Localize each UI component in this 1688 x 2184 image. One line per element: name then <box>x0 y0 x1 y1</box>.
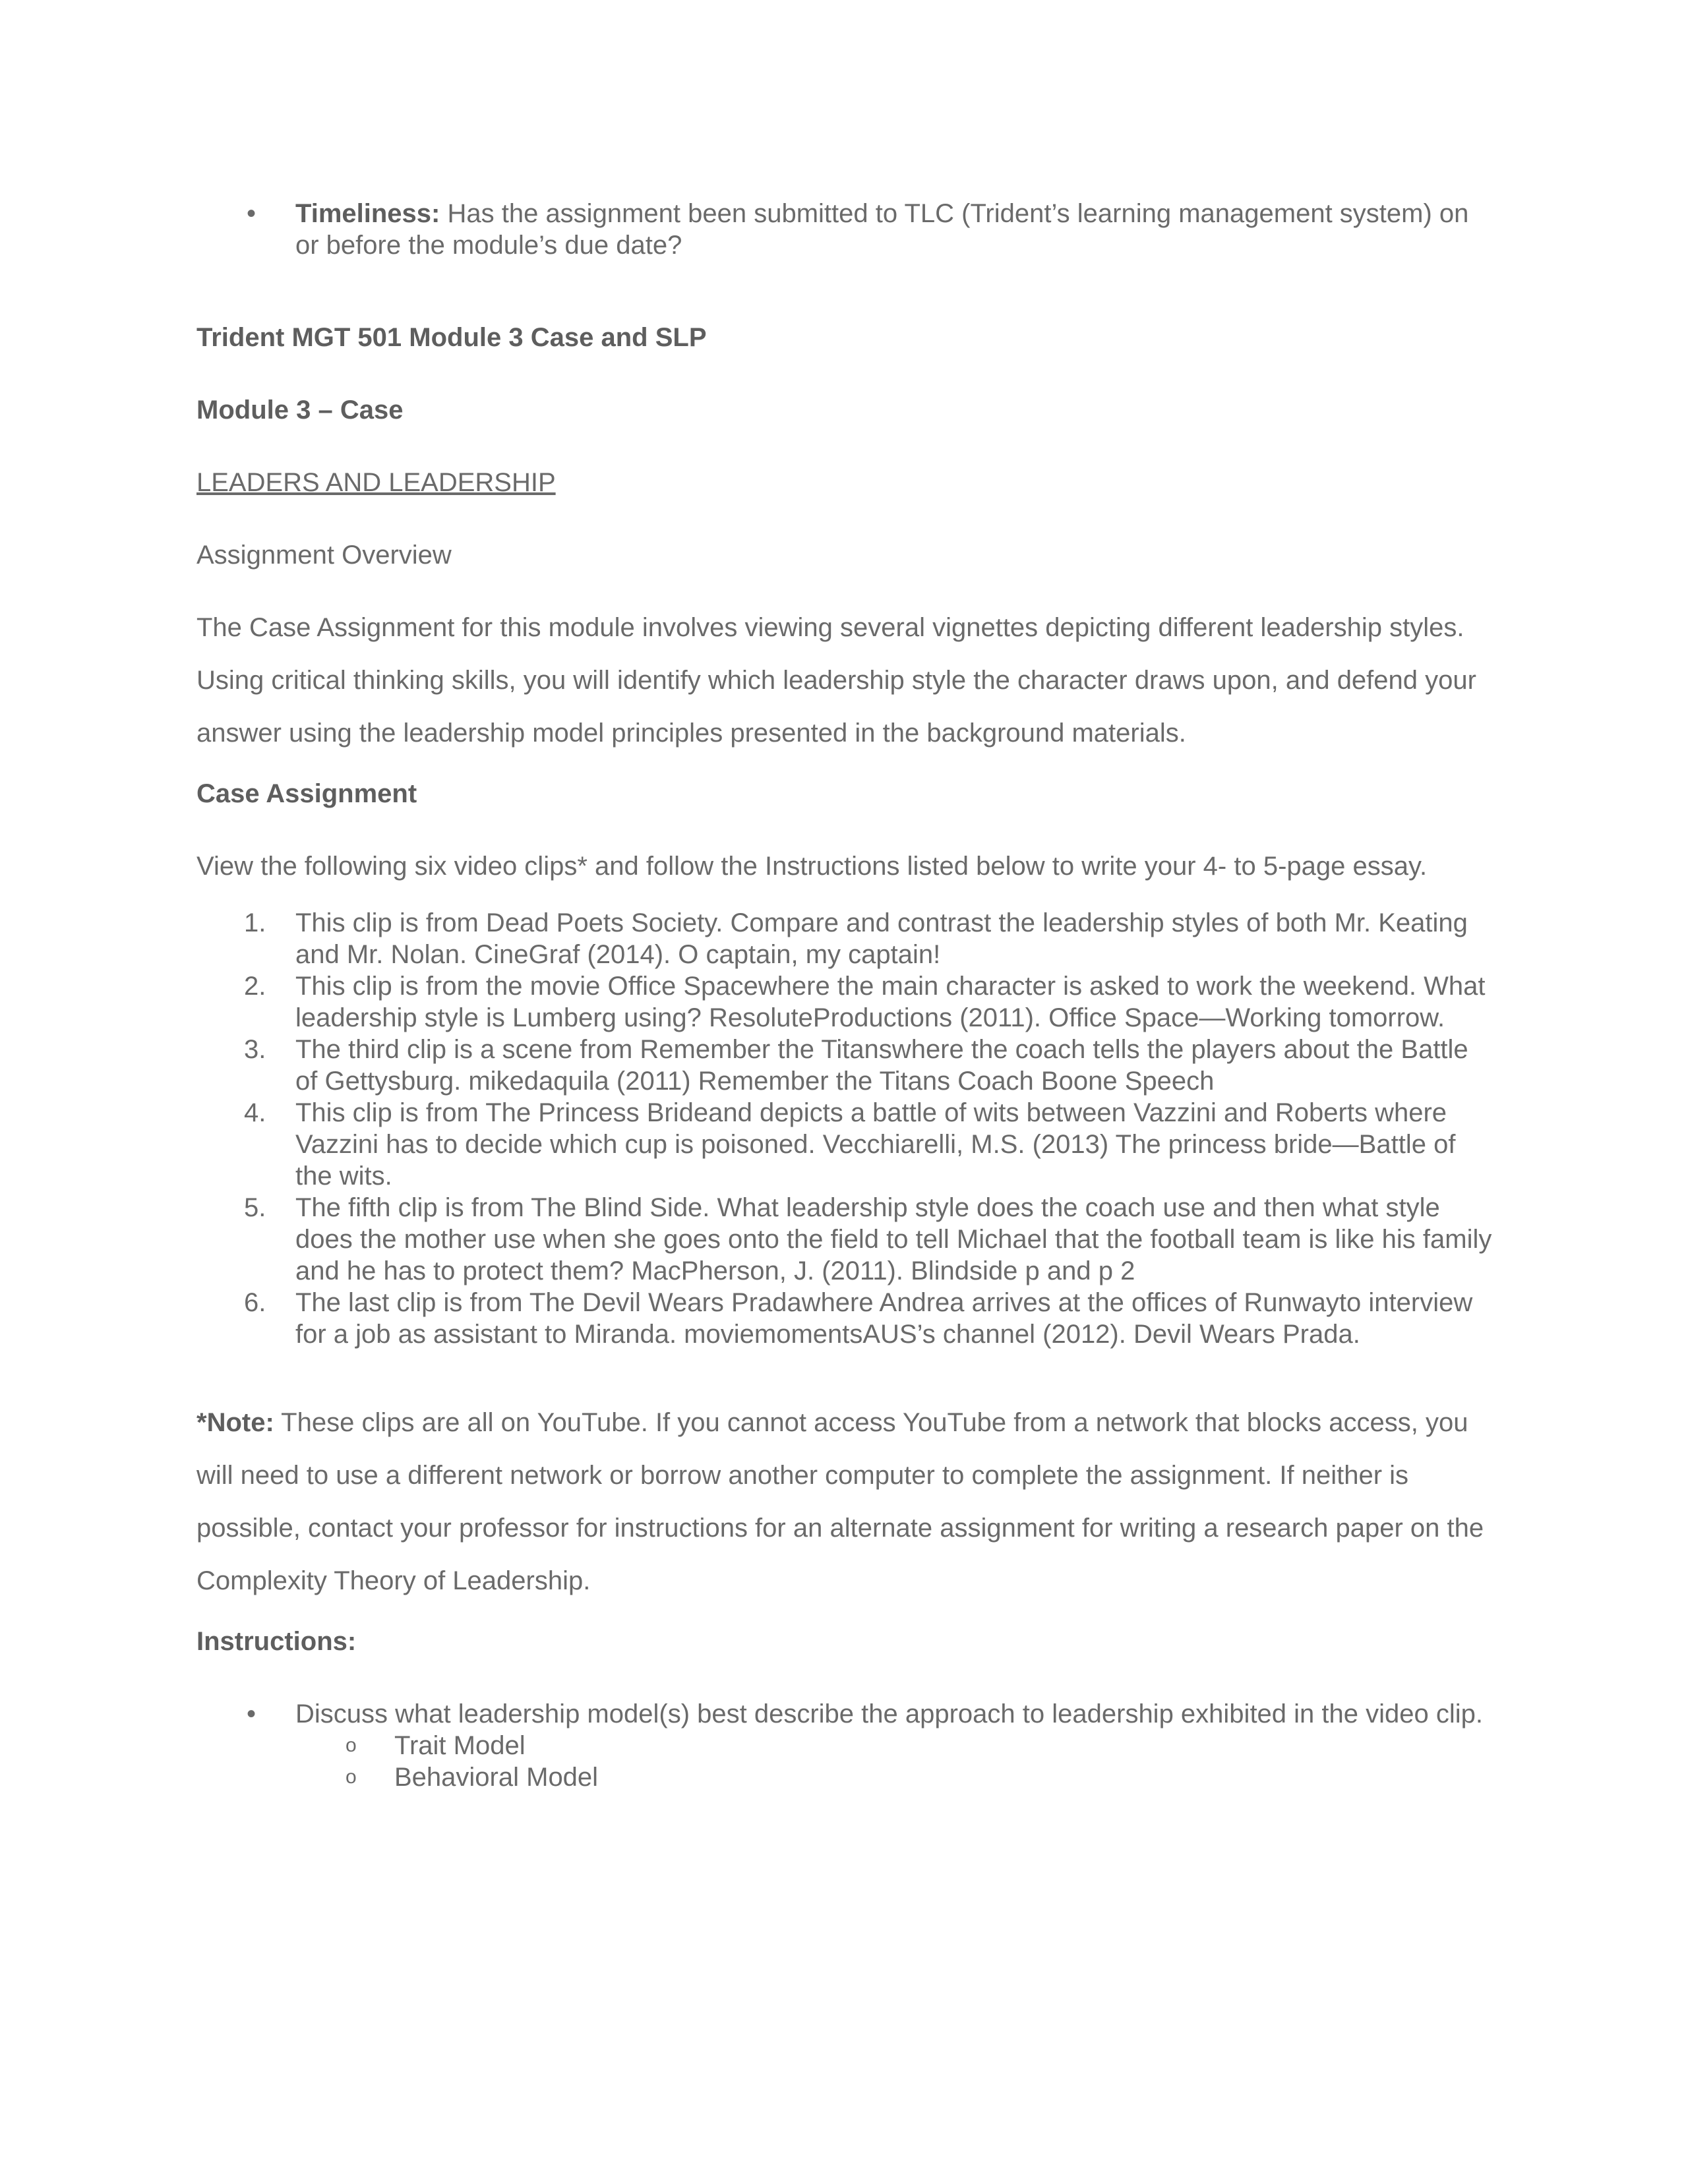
list-item-text: This clip is from the movie Office Spacewhere the main character is asked to work the weekend. What leadership style is Lumberg using? ResoluteProductions (2011). Office Space—Working tomorrow. <box>295 972 1486 1032</box>
timeliness-item <box>196 198 1495 261</box>
bullet-icon: • <box>247 1699 256 1728</box>
list-item-number: 6. <box>244 1288 266 1317</box>
list-item-text: The third clip is a scene from Remember the Titanswhere the coach tells the players about the Battle of Gettysburg. mikedaquila (2011) Remember the Titans Coach Boone Speech <box>295 1035 1468 1096</box>
list-item-number: 4. <box>244 1098 266 1127</box>
bullet-icon: • <box>247 199 256 228</box>
list-item <box>196 1097 1495 1192</box>
instructions-item <box>196 1698 1495 1793</box>
model-label: Behavioral Model <box>394 1763 599 1792</box>
list-item <box>295 1761 1495 1793</box>
overview-text: The Case Assignment for this module involves viewing several vignettes depicting different leadership styles. Using critical thinking skills, you will identify which leadership style the character draws upon, and defend your answer using the leadership model principles presented in the background materials. <box>196 613 1476 748</box>
case-heading: Case Assignment <box>196 779 417 808</box>
note-text: These clips are all on YouTube. If you cannot access YouTube from a network that blocks access, you will need to use a different network or borrow another computer to complete the assignment. If neither is possible, contact your professor for instructions for an alternate assignment for writing a research paper on the Complexity Theory of Leadership. <box>196 1408 1484 1595</box>
model-label: Trait Model <box>394 1731 526 1760</box>
list-item-number: 2. <box>244 972 266 1001</box>
timeliness-label: Timeliness: <box>295 199 440 228</box>
list-item <box>295 1730 1495 1761</box>
timeliness-text: Has the assignment been submitted to TLC (Trident’s learning management system) on or before the module’s due date? <box>295 199 1469 260</box>
module-heading: Module 3 – Case <box>196 396 404 425</box>
clips-list <box>196 907 1495 1350</box>
instructions-list <box>196 1698 1495 1793</box>
sub-bullet-icon: o <box>346 1734 357 1756</box>
instructions-heading: Instructions: <box>196 1627 357 1656</box>
list-item <box>196 1287 1495 1350</box>
list-item-number: 5. <box>244 1193 266 1222</box>
list-item-number: 1. <box>244 908 266 937</box>
list-item <box>196 970 1495 1034</box>
instructions-text: Discuss what leadership model(s) best describe the approach to leadership exhibited in the video clip. <box>295 1699 1483 1728</box>
sub-bullet-icon: o <box>346 1766 357 1788</box>
note-paragraph <box>196 1396 1495 1607</box>
models-list <box>295 1730 1495 1793</box>
case-intro: View the following six video clips* and follow the Instructions listed below to write your 4- to 5-page essay. <box>196 852 1428 881</box>
list-item-text: This clip is from The Princess Brideand depicts a battle of wits between Vazzini and Roberts where Vazzini has to decide which cup is poisoned. Vecchiarelli, M.S. (2013) The princess bride—Battle of the wits. <box>295 1098 1456 1191</box>
overview-label: Assignment Overview <box>196 541 452 570</box>
list-item-text: The fifth clip is from The Blind Side. What leadership style does the coach use and then what style does the mother use when she goes onto the field to tell Michael that the football team is like his family and he has to protect them? MacPherson, J. (2011). Blindside p and p 2 <box>295 1193 1492 1285</box>
list-item <box>196 1034 1495 1097</box>
list-item-number: 3. <box>244 1035 266 1064</box>
list-item-text: The last clip is from The Devil Wears Pradawhere Andrea arrives at the offices of Runwayto interview for a job as assistant to Miranda. moviemomentsAUS’s channel (2012). Devil Wears Prada. <box>295 1288 1473 1349</box>
topic-heading: LEADERS AND LEADERSHIP <box>196 468 556 497</box>
list-item <box>196 907 1495 970</box>
document-title: Trident MGT 501 Module 3 Case and SLP <box>196 323 707 352</box>
list-item-text: This clip is from Dead Poets Society. Compare and contrast the leadership styles of both Mr. Keating and Mr. Nolan. CineGraf (2014). O captain, my captain! <box>295 908 1468 969</box>
note-label: *Note: <box>196 1408 274 1437</box>
document-content <box>196 198 1495 1793</box>
timeliness-list <box>196 198 1495 261</box>
list-item <box>196 1192 1495 1287</box>
